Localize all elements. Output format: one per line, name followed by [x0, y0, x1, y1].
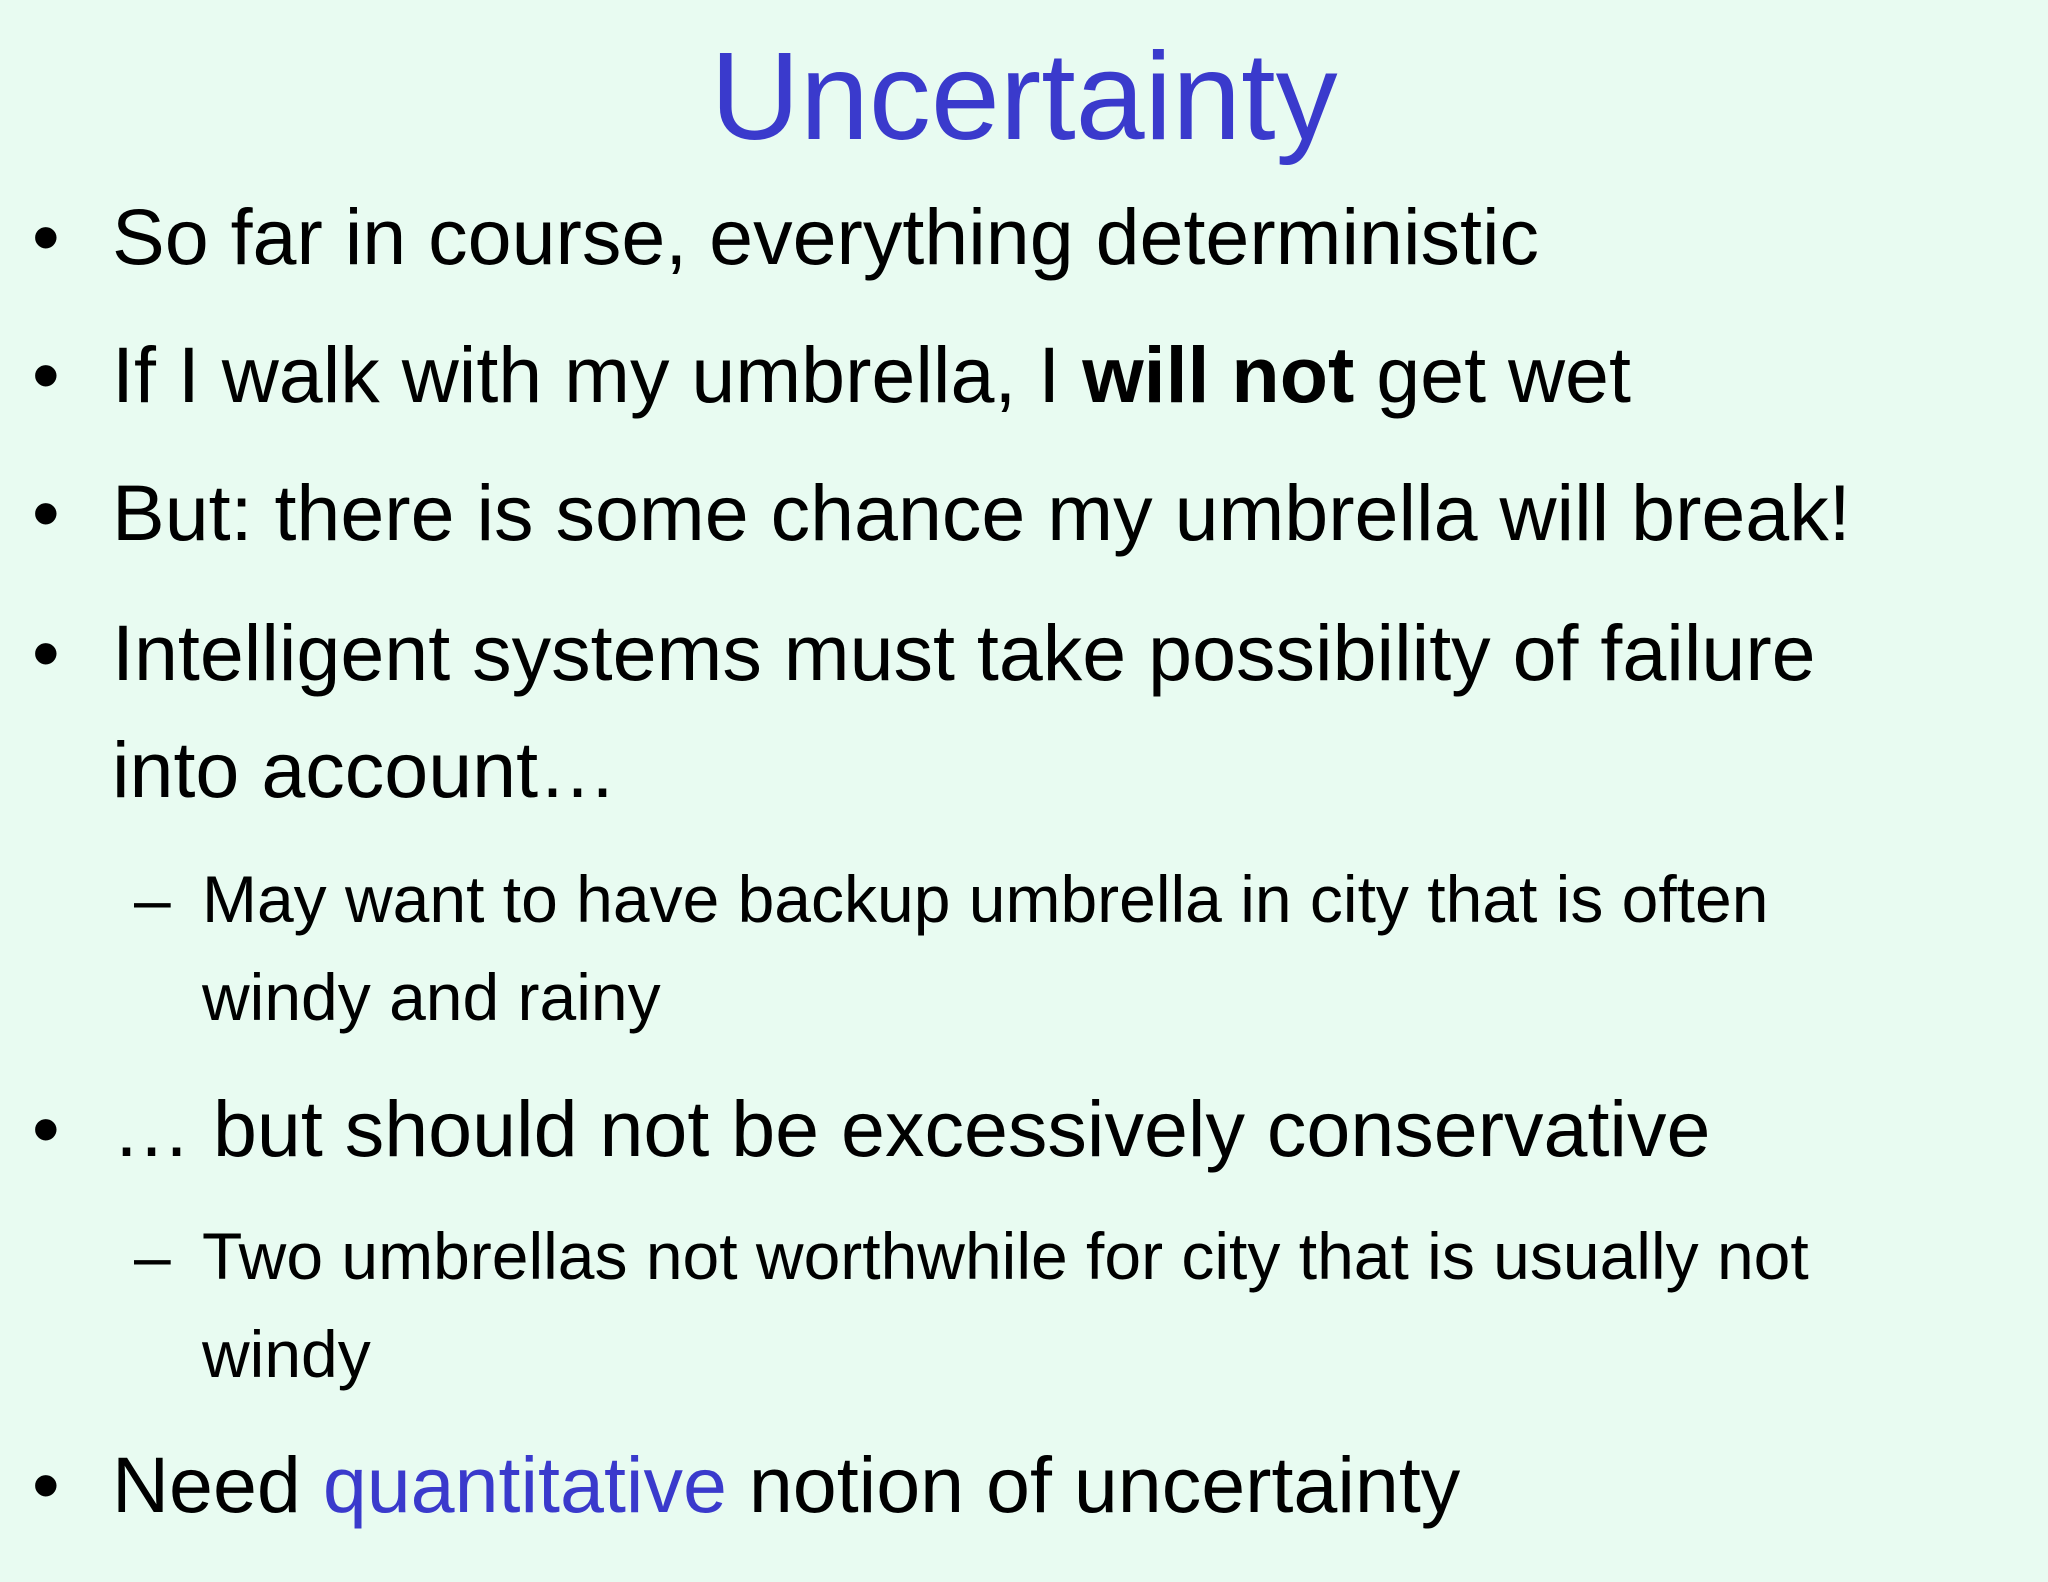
bullet-text-line1: Intelligent systems must take possibility of failure [112, 608, 1816, 697]
bullet-text: … but should not be excessively conservative [112, 1084, 1711, 1173]
bullet-item-umbrella [32, 318, 1631, 432]
bullet-text-highlight: quantitative [322, 1440, 727, 1529]
sub-text-line2: windy [202, 1317, 371, 1391]
sub-item-two-umbrellas-continued [202, 1305, 371, 1403]
bullet-text: So far in course, everything deterministic [112, 192, 1540, 281]
bullet-icon: • [32, 192, 60, 281]
dash-icon: – [134, 862, 171, 936]
sub-item-backup-umbrella-continued [202, 948, 661, 1046]
sub-text-line1: Two umbrellas not worthwhile for city that is usually not [202, 1219, 1809, 1293]
bullet-item-intelligent-systems [32, 596, 1816, 710]
bullet-item-break [32, 456, 1851, 570]
sub-text-line2: windy and rainy [202, 960, 661, 1034]
bullet-icon: • [32, 330, 60, 419]
bullet-icon: • [32, 1440, 60, 1529]
bullet-item-conservative [32, 1072, 1711, 1186]
bullet-text-after: get wet [1354, 330, 1631, 419]
bullet-icon: • [32, 468, 60, 557]
bullet-text-after: notion of uncertainty [726, 1440, 1461, 1529]
bullet-text-line2: into account… [112, 725, 618, 814]
bullet-icon: • [32, 1084, 60, 1173]
dash-icon: – [134, 1219, 171, 1293]
bullet-item-intelligent-systems-continued [112, 713, 617, 827]
bullet-text-before: Need [112, 1440, 323, 1529]
slide-title: Uncertainty [710, 28, 1338, 166]
sub-text-line1: May want to have backup umbrella in city that is often [202, 862, 1769, 936]
bullet-text-before: If I walk with my umbrella, I [112, 330, 1083, 419]
bullet-icon: • [32, 608, 60, 697]
bullet-text-bold: will not [1082, 330, 1355, 419]
bullet-item-quantitative [32, 1428, 1461, 1542]
sub-item-two-umbrellas [134, 1207, 1809, 1305]
bullet-text: But: there is some chance my umbrella will break! [112, 468, 1851, 557]
bullet-item-deterministic [32, 180, 1540, 294]
sub-item-backup-umbrella [134, 850, 1769, 948]
